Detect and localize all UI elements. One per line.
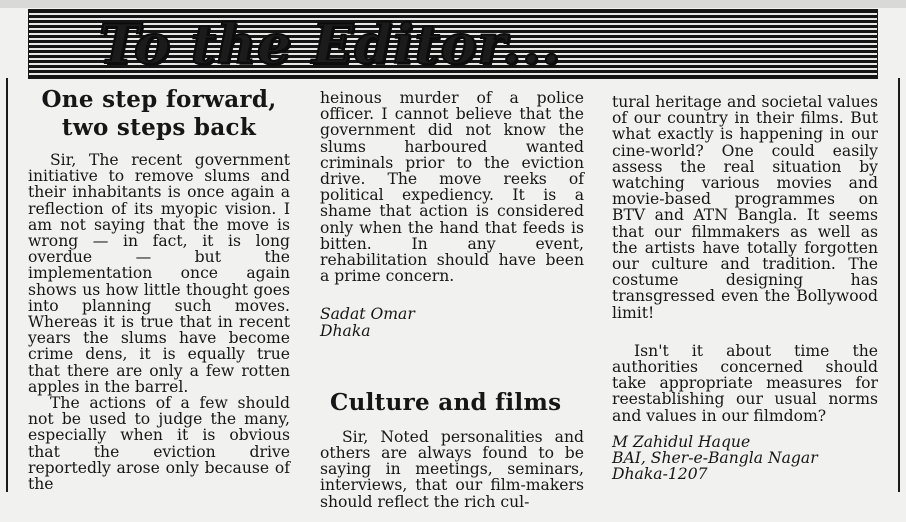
letter1-signature-name: Sadat Omar — [320, 305, 415, 324]
spacer — [320, 339, 584, 389]
letter1-headline-text: One step forward, two steps back — [41, 86, 277, 141]
letter1-body-part2: The actions of a few should not be used to judge the many, especially when it is obvious that the eviction drive reportedly arose only because of the — [28, 394, 290, 494]
right-border-rule — [898, 78, 900, 492]
column-1 — [28, 86, 290, 492]
column-2 — [320, 90, 584, 510]
letter2-signature-name: M Zahidul Haque — [612, 432, 751, 451]
letter1-body-part3: heinous murder of a police officer. I cannot believe that the government did not know the slums harboured wanted criminals prior to the eviction drive. The move reeks of political expediency. It is a shame that action is considered only when the hand that feeds is bitten. In any event, rehabilitation should have been a prime concern. — [320, 89, 584, 286]
masthead-title: To the Editor... — [99, 12, 562, 76]
letter2-body-part3: Isn't it about time the authorities concerned should take appropriate measures for reestablishing our usual norms and values in our filmdom? — [612, 341, 878, 425]
left-border-rule — [6, 78, 8, 492]
letter2-body-part1: Sir, Noted personalities and others are always found to be saying in meetings, seminars, interviews, that our film-makers should reflect the rich cul- — [320, 427, 584, 511]
letter1-body-part1: Sir, The recent government initiative to remove slums and their inhabitants is once again a reflection of its myopic vision. I am not saying that the move is wrong — in fact, it is long overdue — but the implementation once again shows us how little thought goes into planning such moves. Whereas it is true that in recent years the slums have become crime dens, it is equally true that there are only a few rotten apples in the barrel. — [28, 151, 290, 396]
letter2-signature-org: BAI, Sher-e-Bangla Nagar — [612, 449, 818, 468]
column-3 — [612, 94, 878, 482]
spacer — [320, 284, 584, 306]
letter1-headline — [28, 86, 290, 142]
letter1-signature-place: Dhaka — [320, 321, 371, 340]
spacer — [612, 321, 878, 343]
top-rule — [0, 0, 906, 8]
masthead-banner — [28, 9, 878, 79]
letter2-body-part2: tural heritage and societal values of our country in their films. But what exactly is happening in our cine-world? One could easily assess the real situation by watching various movies and movie-based programmes on BTV and ATN Bangla. It seems that our filmmakers as well as the artists have totally forgotten our culture and tradition. The costume designing has transgressed even the Bollywood limit! — [612, 93, 878, 322]
letter2-signature-place: Dhaka-1207 — [612, 465, 708, 484]
letter2-headline — [330, 389, 584, 417]
letter2-headline-text: Culture and films — [330, 388, 562, 416]
